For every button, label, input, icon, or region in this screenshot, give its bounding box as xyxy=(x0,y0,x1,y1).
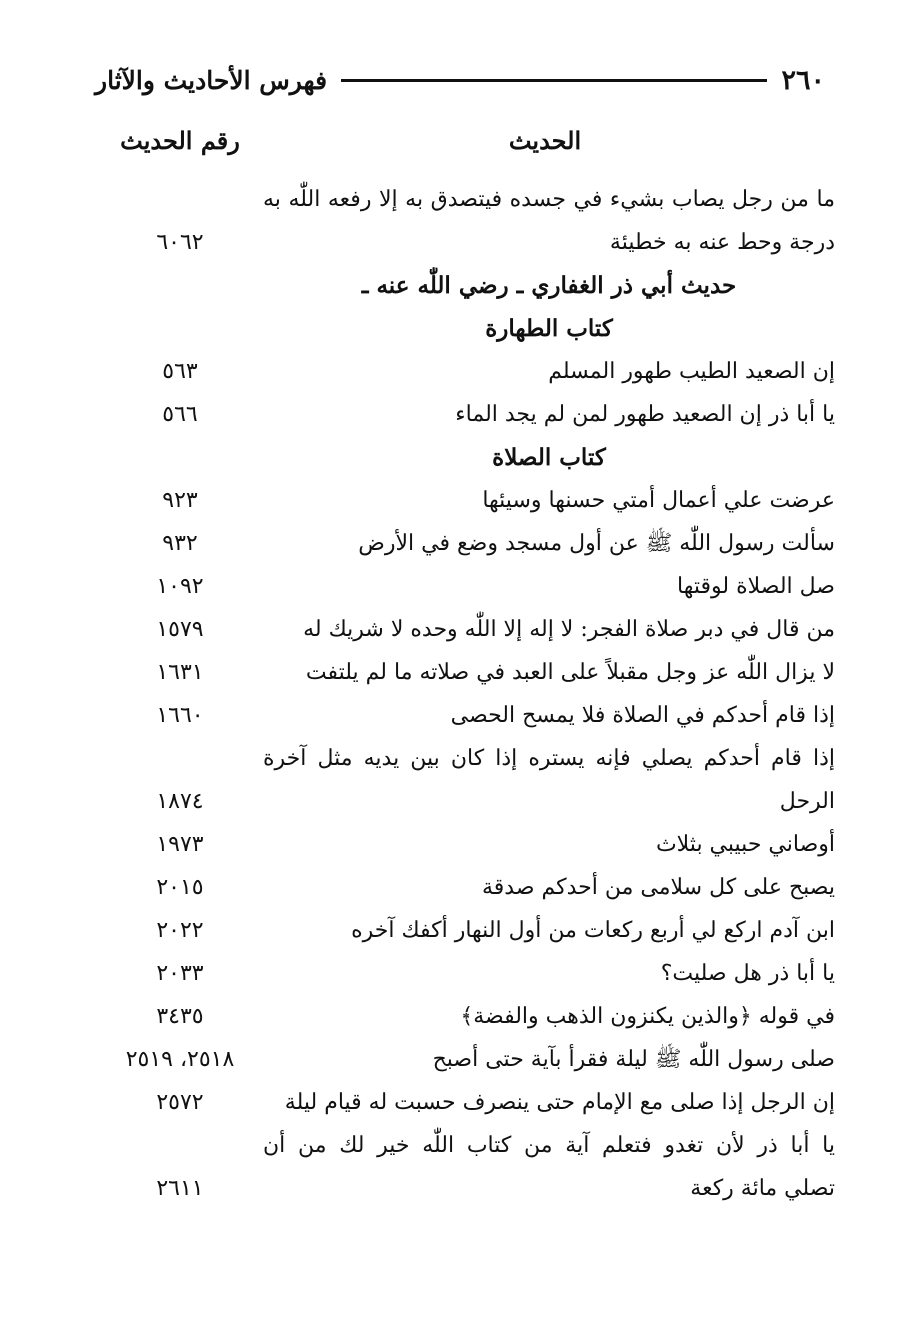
section-heading-text: كتاب الطهارة xyxy=(485,315,613,342)
hadith-number: ١٠٩٢ xyxy=(156,574,204,599)
hadith-text: درجة وحط عنه به خطيئة xyxy=(609,230,835,255)
index-entry xyxy=(0,1081,920,1124)
hadith-text: إذا قام أحدكم يصلي فإنه يستره إذا كان بين يديه مثل آخرة xyxy=(263,746,835,771)
index-entry xyxy=(0,952,920,995)
hadith-text: الرحل xyxy=(779,789,835,814)
running-header xyxy=(95,60,825,100)
hadith-text: ابن آدم اركع لي أربع ركعات من أول النهار أكفك آخره xyxy=(351,918,835,943)
index-entry xyxy=(0,221,920,264)
hadith-number: ٢٠١٥ xyxy=(156,875,204,900)
index-entry xyxy=(0,823,920,866)
hadith-number: ٣٤٣٥ xyxy=(156,1004,204,1029)
index-entry xyxy=(0,178,920,221)
index-entry xyxy=(0,780,920,823)
hadith-text: لا يزال اللّٰه عز وجل مقبلاً على العبد في صلاته ما لم يلتفت xyxy=(305,660,835,685)
hadith-number: ٢٥١٨، ٢٥١٩ xyxy=(125,1047,235,1072)
hadith-column-heading: الحديث xyxy=(508,126,582,155)
index-entry xyxy=(0,651,920,694)
hadith-text: يا أبا ذر هل صليت؟ xyxy=(660,961,835,986)
number-column-heading: رقم الحديث xyxy=(120,126,240,155)
hadith-number: ١٥٧٩ xyxy=(156,617,204,642)
section-heading xyxy=(0,307,920,350)
hadith-number: ٢٦١١ xyxy=(156,1176,204,1201)
hadith-text: ما من رجل يصاب بشيء في جسده فيتصدق به إلا رفعه اللّٰه به xyxy=(263,187,835,212)
hadith-number: ٩٣٢ xyxy=(162,531,198,556)
hadith-number: ١٦٣١ xyxy=(156,660,204,685)
index-entry xyxy=(0,522,920,565)
index-entry xyxy=(0,350,920,393)
index-entry xyxy=(0,479,920,522)
hadith-text: يصبح على كل سلامى من أحدكم صدقة xyxy=(481,875,835,900)
hadith-number: ٦٠٦٢ xyxy=(156,230,204,255)
hadith-number: ٢٠٢٢ xyxy=(156,918,204,943)
index-entry xyxy=(0,393,920,436)
hadith-text: عرضت علي أعمال أمتي حسنها وسيئها xyxy=(482,488,835,513)
hadith-text: صلى رسول اللّٰه ﷺ ليلة فقرأ بآية حتى أصبح xyxy=(432,1047,835,1072)
hadith-number: ٢٠٣٣ xyxy=(156,961,204,986)
index-entry xyxy=(0,694,920,737)
index-entry xyxy=(0,995,920,1038)
section-heading-text: حديث أبي ذر الغفاري ـ رضي اللّٰه عنه ـ xyxy=(361,272,737,299)
hadith-text: إذا قام أحدكم في الصلاة فلا يمسح الحصى xyxy=(450,703,835,728)
hadith-text: أوصاني حبيبي بثلاث xyxy=(655,832,835,857)
column-headings xyxy=(0,126,920,166)
index-entry xyxy=(0,737,920,780)
index-entry xyxy=(0,909,920,952)
index-entry xyxy=(0,866,920,909)
hadith-text: يا أبا ذر إن الصعيد طهور لمن لم يجد الماء xyxy=(455,402,835,427)
index-entry xyxy=(0,565,920,608)
hadith-text: سألت رسول اللّٰه ﷺ عن أول مسجد وضع في الأرض xyxy=(358,531,835,556)
section-heading xyxy=(0,264,920,307)
hadith-text: من قال في دبر صلاة الفجر: لا إله إلا اللّٰه وحده لا شريك له xyxy=(303,617,835,642)
index-entry xyxy=(0,1124,920,1167)
page-number: ٢٦٠ xyxy=(781,64,825,96)
header-rule xyxy=(341,79,767,82)
hadith-number: ١٩٧٣ xyxy=(156,832,204,857)
hadith-text: تصلي مائة ركعة xyxy=(690,1176,835,1201)
index-entry xyxy=(0,1038,920,1081)
running-header-title: فهرس الأحاديث والآثار xyxy=(95,65,328,95)
hadith-number: ١٨٧٤ xyxy=(156,789,204,814)
hadith-text: يا أبا ذر لأن تغدو فتعلم آية من كتاب اللّٰه خير لك من أن xyxy=(263,1133,835,1158)
hadith-text: صل الصلاة لوقتها xyxy=(677,574,835,599)
hadith-index-list xyxy=(0,178,920,1210)
hadith-text: إن الصعيد الطيب طهور المسلم xyxy=(548,359,835,384)
hadith-number: ٩٢٣ xyxy=(162,488,198,513)
hadith-number: ٥٦٣ xyxy=(162,359,198,384)
hadith-number: ٢٥٧٢ xyxy=(156,1090,204,1115)
hadith-text: في قوله ﴿والذين يكنزون الذهب والفضة﴾ xyxy=(460,1004,835,1029)
section-heading xyxy=(0,436,920,479)
index-entry xyxy=(0,1167,920,1210)
hadith-number: ٥٦٦ xyxy=(162,402,198,427)
section-heading-text: كتاب الصلاة xyxy=(492,444,606,471)
hadith-number: ١٦٦٠ xyxy=(156,703,204,728)
index-entry xyxy=(0,608,920,651)
hadith-text: إن الرجل إذا صلى مع الإمام حتى ينصرف حسبت له قيام ليلة xyxy=(284,1090,835,1115)
